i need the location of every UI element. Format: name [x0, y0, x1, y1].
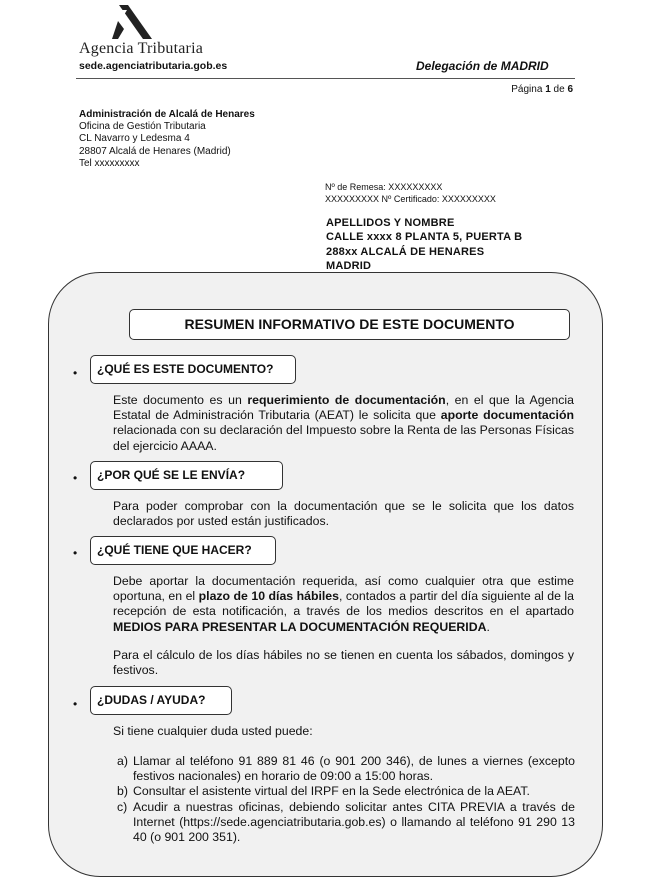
list-item [117, 754, 575, 784]
section-text-todo [113, 574, 574, 635]
page-current: 1 [545, 84, 551, 95]
delegation-label: Delegación de MADRID [416, 59, 549, 73]
todo-text-3: . [486, 619, 490, 634]
recipient-city: 288xx ALCALÁ DE HENARES [326, 245, 485, 258]
sender-city: 28807 Alcalá de Henares (Madrid) [79, 145, 231, 157]
help-options-list [117, 754, 575, 845]
what-text-1: Este documento es un [113, 393, 248, 407]
section-text-why: Para poder comprobar con la documentación que se le solicita que los datos declarados por usted están justificados. [113, 499, 574, 529]
sender-office: Oficina de Gestión Tributaria [79, 121, 206, 133]
list-item-text: Consultar el asistente virtual del IRPF en la Sede electrónica de la AEAT. [133, 784, 530, 799]
recipient-province: MADRID [326, 260, 372, 273]
page-indicator [511, 84, 573, 95]
summary-title: RESUMEN INFORMATIVO DE ESTE DOCUMENTO [129, 309, 570, 340]
section-heading-what: ¿QUÉ ES ESTE DOCUMENTO? [90, 355, 296, 384]
agency-logo [112, 5, 158, 41]
sender-block [79, 109, 255, 170]
section-heading-todo: ¿QUÉ TIENE QUE HACER? [90, 536, 276, 565]
todo-text-2: , contados a partir del día siguiente al de la recepción de esta notificación, a través de los medios descritos en el apartado [113, 589, 574, 619]
list-item-text: Llamar al teléfono 91 889 81 46 (o 901 200 346), de lunes a viernes (excepto festivos nacionales) en horario de 09:00 a 15:00 horas. [133, 754, 575, 784]
recipient-name: APELLIDOS Y NOMBRE [326, 217, 455, 229]
what-bold-2: aporte documentación [440, 408, 574, 423]
section-heading-why: ¿POR QUÉ SE LE ENVÍA? [90, 461, 283, 490]
list-item-label: c) [117, 799, 128, 814]
page-of: de [550, 84, 568, 95]
recipient-street: CALLE xxxx 8 PLANTA 5, PUERTA B [326, 231, 523, 244]
website-url: sede.agenciatributaria.gob.es [79, 60, 228, 72]
remesa-number: Nº de Remesa: XXXXXXXXX [325, 182, 443, 192]
sender-name: Administración de Alcalá de Henares [79, 109, 255, 120]
bullet-q3: • [73, 546, 78, 560]
recipient-block [326, 216, 522, 274]
sender-street: CL Navarro y Ledesma 4 [79, 133, 190, 145]
agency-name: Agencia Tributaria [79, 40, 204, 57]
bullet-q1: • [73, 366, 78, 380]
todo-bold-2: MEDIOS PARA PRESENTAR LA DOCUMENTACIÓN REQUERIDA [113, 619, 487, 634]
sender-phone: Tel xxxxxxxxx [79, 157, 140, 169]
page-prefix: Página [511, 84, 546, 95]
list-item-label: b) [117, 784, 128, 799]
list-item [117, 800, 575, 846]
list-item-label: a) [117, 754, 128, 768]
references-block [325, 181, 496, 205]
section-heading-help: ¿DUDAS / AYUDA? [90, 686, 232, 715]
certificate-number: XXXXXXXXX Nº Certificado: XXXXXXXXX [325, 194, 496, 204]
bullet-q2: • [73, 471, 78, 485]
list-item-text: Acudir a nuestras oficinas, debiendo solicitar antes CITA PREVIA a través de Internet (https://sede.agenciatributaria.gob.es) o llamando al teléfono 91 290 13 40 (o 901 200 351). [133, 799, 575, 845]
todo-text-1: Debe aportar la documentación requerida, así como cualquier otra que estime oportuna, en el [113, 574, 574, 604]
header-divider [76, 78, 575, 79]
section-text-what [113, 393, 574, 454]
what-bold-1: requerimiento de documentación [247, 393, 446, 407]
help-intro: Si tiene cualquier duda usted puede: [113, 724, 313, 738]
what-text-2: , en el que la Agencia Estatal de Administración Tributaria (AEAT) le solicita que [113, 393, 574, 423]
section-note-todo: Para el cálculo de los días hábiles no se tienen en cuenta los sábados, domingos y festivos. [113, 648, 574, 678]
list-item [117, 784, 575, 799]
page-total: 6 [567, 84, 573, 95]
todo-bold-1: plazo de 10 días hábiles [198, 589, 339, 604]
what-text-3: relacionada con su declaración del Impuesto sobre la Renta de las Personas Físicas del ejercicio AAAA. [113, 423, 574, 453]
bullet-q4: • [73, 697, 78, 711]
